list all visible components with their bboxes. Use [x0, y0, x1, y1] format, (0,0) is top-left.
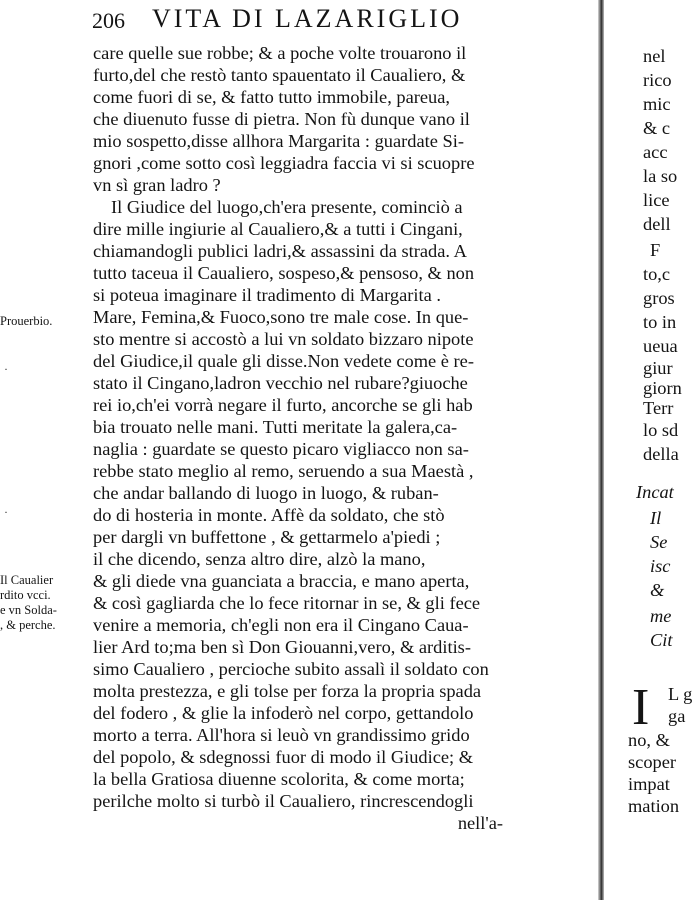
- text-line: come fuori di se, & fatto tutto immobile, pareua,: [93, 87, 450, 107]
- text-line: care quelle sue robbe; & a poche volte trouarono il: [93, 43, 467, 63]
- facing-page: [606, 0, 692, 900]
- text-line: mio sospetto,disse allhora Margarita : guardate Si-: [93, 131, 464, 151]
- facing-line: gros: [643, 288, 675, 308]
- text-line: del Giudice,il quale gli disse.Non vedete come è re-: [93, 351, 474, 371]
- margin-note-line: rdito vcci.: [0, 588, 51, 602]
- book-gutter: [598, 0, 604, 900]
- text-line: molta prestezza, e gli tolse per forza la propria spada: [93, 681, 482, 701]
- facing-line: la so: [643, 166, 678, 186]
- catchword: nell'a-: [457, 813, 503, 833]
- margin-note-proverbio: Prouerbio.: [0, 314, 53, 328]
- facing-line: lice: [643, 190, 670, 210]
- text-line: perilche molto si turbò il Caualiero, rincrescendogli: [93, 791, 474, 811]
- facing-line: no, &: [628, 730, 670, 750]
- text-line: rei io,ch'ei vorrà negare il furto, ancorche se gli hab: [93, 395, 473, 415]
- facing-line: ueua: [643, 336, 678, 356]
- facing-line: mation: [628, 796, 680, 816]
- text-line: stato il Cingano,ladron vecchio nel rubare?giuoche: [93, 373, 468, 393]
- text-line: sto mentre si accostò a lui vn soldato bizzaro nipote: [93, 329, 474, 349]
- facing-italic-line: Cit: [650, 630, 673, 650]
- facing-italic-line: Incat: [636, 482, 674, 502]
- facing-line: to,c: [643, 264, 671, 284]
- facing-line: della: [643, 444, 679, 464]
- facing-line: lo sd: [643, 420, 679, 440]
- margin-note-line: e vn Solda-: [0, 603, 57, 617]
- text-line: venire a memoria, ch'egli non era il Cingano Caua-: [93, 615, 469, 635]
- facing-line: rico: [643, 70, 672, 90]
- facing-italic-line: &: [650, 580, 665, 600]
- text-line: tutto taceua il Caualiero, sospeso,& pensoso, & non: [93, 263, 475, 283]
- text-line: del popolo, & sdegnossi fuor di modo il Giudice; &: [93, 747, 474, 767]
- facing-line: L g: [668, 684, 692, 704]
- facing-italic-line: isc: [650, 556, 671, 576]
- text-line: bia trouato nelle mani. Tutti meritate la galera,ca-: [93, 417, 458, 437]
- text-line: morto a terra. All'hora si leuò vn grandissimo grido: [93, 725, 470, 745]
- text-line: Il Giudice del luogo,ch'era presente, cominciò a: [111, 197, 463, 217]
- text-line: che andar ballando di luogo in luogo, & ruban-: [93, 483, 439, 503]
- facing-line: mic: [643, 94, 671, 114]
- text-line: furto,del che restò tanto spauentato il Caualiero, &: [93, 65, 466, 85]
- page-header: [92, 2, 562, 38]
- text-line: chiamandogli publici ladri,& assassini da strada. A: [93, 241, 467, 261]
- facing-line: impat: [628, 774, 670, 794]
- facing-line: giur: [643, 358, 673, 378]
- text-line: naglia : guardate se questo picaro vigliacco non sa-: [93, 439, 469, 459]
- facing-line: giorn: [643, 378, 682, 398]
- facing-line: ga: [668, 706, 686, 726]
- text-line: del fodero , & glie la infoderò nel corpo, gettandolo: [93, 703, 474, 723]
- facing-line: nel: [643, 46, 666, 66]
- body-text: [93, 42, 543, 834]
- facing-italic-line: me: [650, 606, 672, 626]
- facing-line: to in: [643, 312, 677, 332]
- margin-note-line: , & perche.: [0, 618, 56, 632]
- margin-note-cavalier: [0, 573, 57, 633]
- facing-line: scoper: [628, 752, 676, 772]
- facing-italic-line: Se: [650, 532, 668, 552]
- text-line: & gli diede vna guanciata a braccia, e mano aperta,: [93, 571, 470, 591]
- text-line: simo Caualiero , percioche subito assalì il soldato con: [93, 659, 489, 679]
- text-line: per dargli vn buffettone , & gettarmelo a'piedi ;: [93, 527, 441, 547]
- text-line: & così gagliarda che lo fece ritornar in se, & gli fece: [93, 593, 481, 613]
- text-line: gnori ,come sotto così leggiadra faccia vi si scuopre: [93, 153, 475, 173]
- drop-cap: I: [632, 679, 650, 736]
- facing-line: dell: [643, 214, 671, 234]
- margin-note-line: Il Caualier: [0, 573, 54, 587]
- text-line: che diuenuto fusse di pietra. Non fù dunque vano il: [93, 109, 470, 129]
- text-line: si poteua imaginare il tradimento di Margarita .: [93, 285, 441, 305]
- text-line: Mare, Femina,& Fuoco,sono tre male cose. In que-: [93, 307, 469, 327]
- facing-line: & c: [643, 118, 671, 138]
- text-line: il che dicendo, senza altro dire, alzò la mano,: [93, 549, 426, 569]
- text-line: rebbe stato meglio al remo, seruendo a sua Maestà ,: [93, 461, 474, 481]
- margin-mark: ·: [4, 505, 8, 519]
- running-title: VITA DI LAZARIGLIO: [152, 4, 463, 33]
- text-line: vn sì gran ladro ?: [93, 175, 221, 195]
- text-line: dire mille ingiurie al Caualiero,& a tutti i Cingani,: [93, 219, 463, 239]
- text-line: do di hosteria in monte. Affè da soldato, che stò: [93, 505, 445, 525]
- text-line: lier Ard to;ma ben sì Don Giouanni,vero, & arditis-: [93, 637, 471, 657]
- margin-mark: ·: [4, 362, 8, 376]
- text-line: la bella Gratiosa diuenne scolorita, & come morta;: [93, 769, 465, 789]
- facing-line: F: [650, 240, 661, 260]
- facing-line: Terr: [643, 398, 674, 418]
- facing-line: acc: [643, 142, 668, 162]
- page-number: 206: [92, 8, 125, 33]
- facing-italic-line: Il: [650, 508, 662, 528]
